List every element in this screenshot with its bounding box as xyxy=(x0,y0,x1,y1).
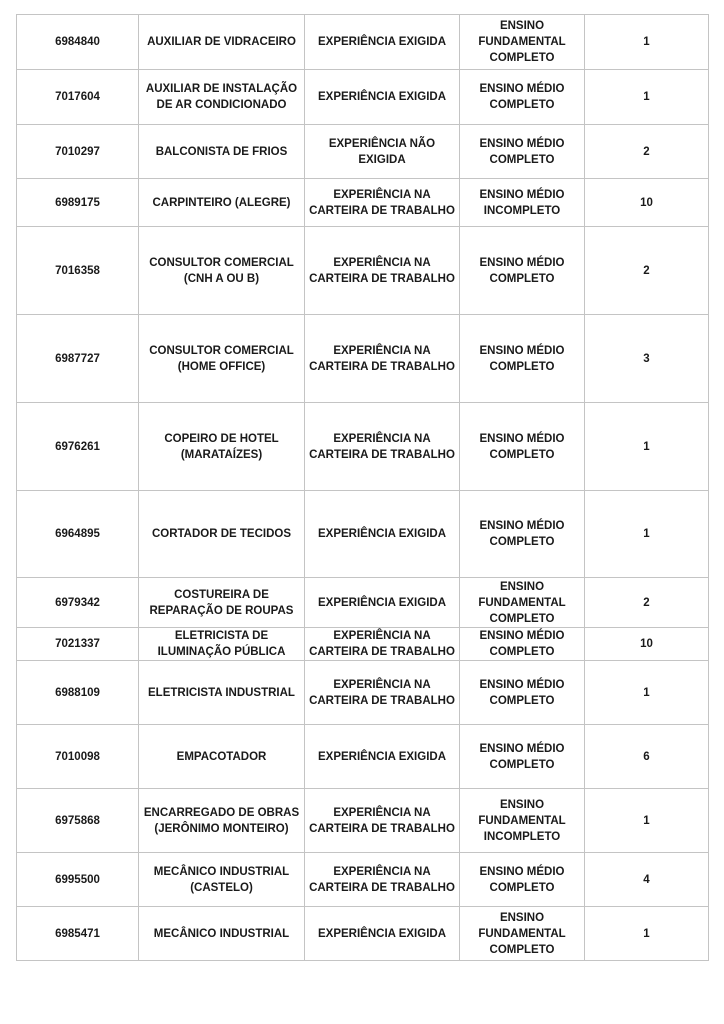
education-requirement: ENSINO MÉDIO COMPLETO xyxy=(460,403,585,491)
job-title: AUXILIAR DE INSTALAÇÃO DE AR CONDICIONADO xyxy=(139,70,305,125)
job-title: ELETRICISTA DE ILUMINAÇÃO PÚBLICA xyxy=(139,628,305,661)
table-row xyxy=(17,789,709,853)
vacancy-count: 1 xyxy=(585,491,709,578)
vacancy-count: 1 xyxy=(585,70,709,125)
education-requirement: ENSINO MÉDIO COMPLETO xyxy=(460,661,585,725)
vacancy-code: 7016358 xyxy=(17,227,139,315)
table-row xyxy=(17,628,709,661)
table-row xyxy=(17,15,709,70)
experience-requirement: EXPERIÊNCIA NA CARTEIRA DE TRABALHO xyxy=(305,179,460,227)
vacancy-code: 7010098 xyxy=(17,725,139,789)
table-row xyxy=(17,491,709,578)
education-requirement: ENSINO MÉDIO COMPLETO xyxy=(460,315,585,403)
vacancy-code: 6987727 xyxy=(17,315,139,403)
table-row xyxy=(17,578,709,628)
vacancy-code: 6988109 xyxy=(17,661,139,725)
vacancy-code: 6985471 xyxy=(17,907,139,961)
experience-requirement: EXPERIÊNCIA EXIGIDA xyxy=(305,578,460,628)
table-row xyxy=(17,315,709,403)
vacancy-count: 3 xyxy=(585,315,709,403)
experience-requirement: EXPERIÊNCIA NA CARTEIRA DE TRABALHO xyxy=(305,227,460,315)
experience-requirement: EXPERIÊNCIA NA CARTEIRA DE TRABALHO xyxy=(305,403,460,491)
job-title: CONSULTOR COMERCIAL (HOME OFFICE) xyxy=(139,315,305,403)
job-title: CARPINTEIRO (ALEGRE) xyxy=(139,179,305,227)
vacancy-count: 2 xyxy=(585,125,709,179)
vacancy-code: 7017604 xyxy=(17,70,139,125)
job-title: ELETRICISTA INDUSTRIAL xyxy=(139,661,305,725)
experience-requirement: EXPERIÊNCIA EXIGIDA xyxy=(305,491,460,578)
education-requirement: ENSINO FUNDAMENTAL COMPLETO xyxy=(460,578,585,628)
job-title: ENCARREGADO DE OBRAS (JERÔNIMO MONTEIRO) xyxy=(139,789,305,853)
table-body xyxy=(17,15,709,961)
vacancy-code: 6984840 xyxy=(17,15,139,70)
job-title: MECÂNICO INDUSTRIAL (CASTELO) xyxy=(139,853,305,907)
education-requirement: ENSINO FUNDAMENTAL COMPLETO xyxy=(460,907,585,961)
table-row xyxy=(17,179,709,227)
vacancy-code: 6995500 xyxy=(17,853,139,907)
job-title: EMPACOTADOR xyxy=(139,725,305,789)
job-title: CONSULTOR COMERCIAL (CNH A OU B) xyxy=(139,227,305,315)
job-title: COPEIRO DE HOTEL (MARATAÍZES) xyxy=(139,403,305,491)
table-row xyxy=(17,907,709,961)
experience-requirement: EXPERIÊNCIA NA CARTEIRA DE TRABALHO xyxy=(305,628,460,661)
vacancy-count: 1 xyxy=(585,789,709,853)
education-requirement: ENSINO MÉDIO COMPLETO xyxy=(460,70,585,125)
vacancy-code: 6964895 xyxy=(17,491,139,578)
vacancy-count: 1 xyxy=(585,15,709,70)
education-requirement: ENSINO MÉDIO INCOMPLETO xyxy=(460,179,585,227)
vacancy-count: 1 xyxy=(585,907,709,961)
experience-requirement: EXPERIÊNCIA NA CARTEIRA DE TRABALHO xyxy=(305,789,460,853)
vacancy-code: 6989175 xyxy=(17,179,139,227)
job-title: MECÂNICO INDUSTRIAL xyxy=(139,907,305,961)
education-requirement: ENSINO FUNDAMENTAL COMPLETO xyxy=(460,15,585,70)
vacancy-count: 10 xyxy=(585,628,709,661)
vacancy-count: 1 xyxy=(585,403,709,491)
education-requirement: ENSINO MÉDIO COMPLETO xyxy=(460,628,585,661)
vacancy-count: 1 xyxy=(585,661,709,725)
vacancy-count: 2 xyxy=(585,578,709,628)
experience-requirement: EXPERIÊNCIA NA CARTEIRA DE TRABALHO xyxy=(305,315,460,403)
vacancy-count: 10 xyxy=(585,179,709,227)
experience-requirement: EXPERIÊNCIA EXIGIDA xyxy=(305,907,460,961)
education-requirement: ENSINO MÉDIO COMPLETO xyxy=(460,725,585,789)
experience-requirement: EXPERIÊNCIA NA CARTEIRA DE TRABALHO xyxy=(305,853,460,907)
vacancy-code: 7021337 xyxy=(17,628,139,661)
table-row xyxy=(17,227,709,315)
experience-requirement: EXPERIÊNCIA NA CARTEIRA DE TRABALHO xyxy=(305,661,460,725)
experience-requirement: EXPERIÊNCIA EXIGIDA xyxy=(305,725,460,789)
table-row xyxy=(17,70,709,125)
table-row xyxy=(17,661,709,725)
vacancy-count: 4 xyxy=(585,853,709,907)
table-row xyxy=(17,403,709,491)
job-title: AUXILIAR DE VIDRACEIRO xyxy=(139,15,305,70)
vacancy-code: 7010297 xyxy=(17,125,139,179)
job-title: CORTADOR DE TECIDOS xyxy=(139,491,305,578)
vacancy-code: 6976261 xyxy=(17,403,139,491)
vacancy-count: 6 xyxy=(585,725,709,789)
education-requirement: ENSINO MÉDIO COMPLETO xyxy=(460,853,585,907)
experience-requirement: EXPERIÊNCIA EXIGIDA xyxy=(305,15,460,70)
education-requirement: ENSINO FUNDAMENTAL INCOMPLETO xyxy=(460,789,585,853)
table-row xyxy=(17,725,709,789)
job-title: COSTUREIRA DE REPARAÇÃO DE ROUPAS xyxy=(139,578,305,628)
vacancy-count: 2 xyxy=(585,227,709,315)
experience-requirement: EXPERIÊNCIA EXIGIDA xyxy=(305,70,460,125)
education-requirement: ENSINO MÉDIO COMPLETO xyxy=(460,491,585,578)
education-requirement: ENSINO MÉDIO COMPLETO xyxy=(460,125,585,179)
vacancy-code: 6979342 xyxy=(17,578,139,628)
education-requirement: ENSINO MÉDIO COMPLETO xyxy=(460,227,585,315)
table-row xyxy=(17,125,709,179)
experience-requirement: EXPERIÊNCIA NÃO EXIGIDA xyxy=(305,125,460,179)
job-title: BALCONISTA DE FRIOS xyxy=(139,125,305,179)
table-row xyxy=(17,853,709,907)
vacancy-code: 6975868 xyxy=(17,789,139,853)
job-vacancies-table xyxy=(16,14,709,961)
